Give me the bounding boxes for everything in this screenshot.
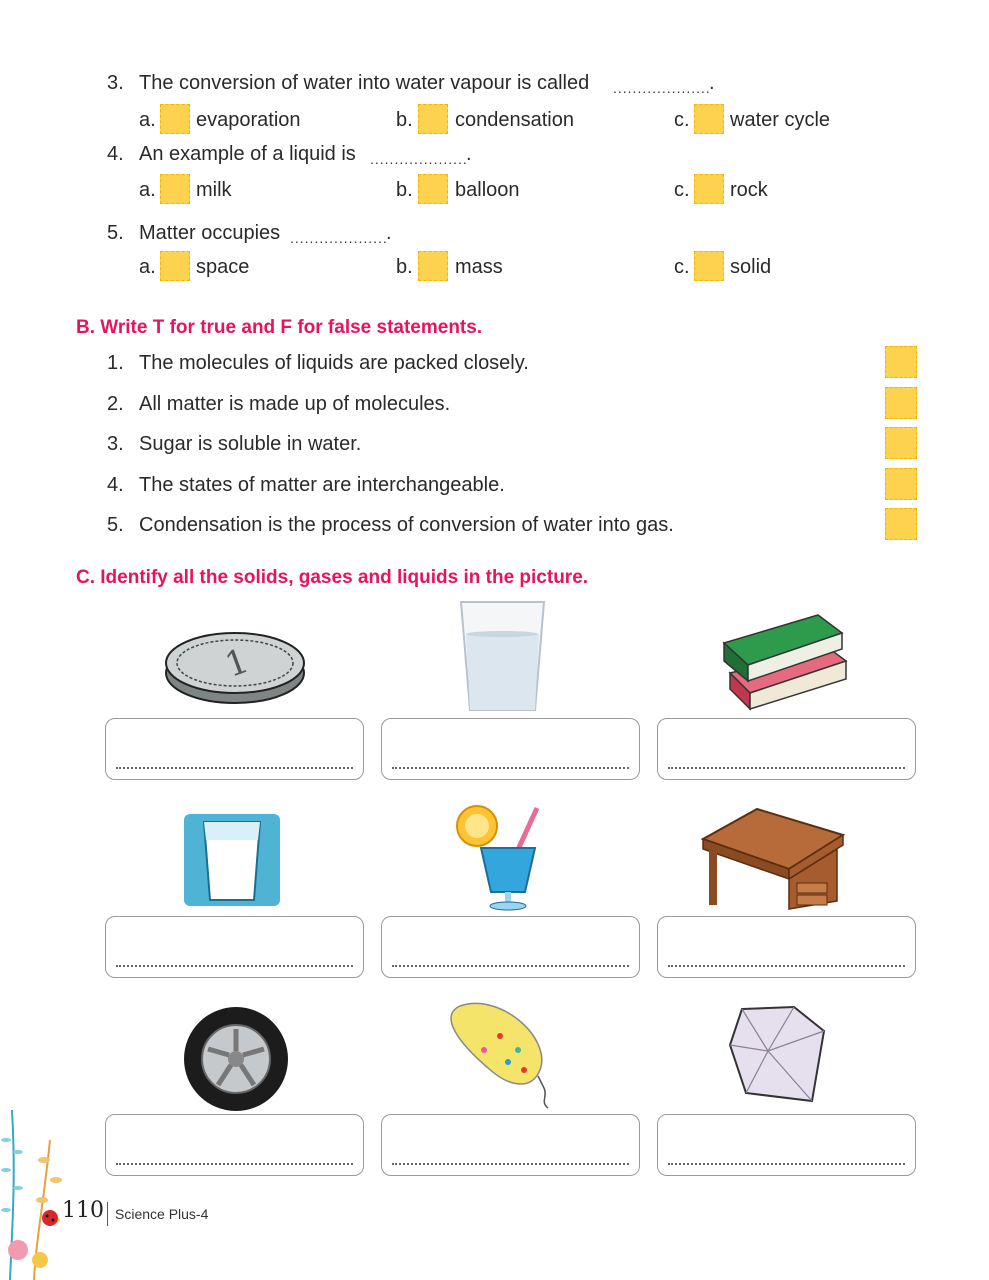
question-end: .	[386, 222, 392, 244]
option-letter: b.	[396, 179, 413, 201]
tf-text: All matter is made up of molecules.	[139, 393, 451, 415]
answer-box-water-glass[interactable]	[381, 718, 640, 780]
answer-box-balloon[interactable]	[381, 1114, 640, 1176]
answer-blank[interactable]: ....................	[370, 151, 468, 167]
diamond-picture	[728, 1005, 828, 1109]
answer-box-diamond[interactable]	[657, 1114, 916, 1176]
tf-number: 5.	[107, 514, 124, 536]
option-checkbox[interactable]	[160, 104, 190, 134]
water-glass-picture	[455, 598, 550, 716]
answer-blank[interactable]: ....................	[290, 230, 388, 246]
option-text: space	[196, 256, 250, 278]
option-checkbox[interactable]	[418, 104, 448, 134]
option-text: rock	[730, 179, 768, 201]
tf-text: The states of matter are interchangeable.	[139, 474, 505, 496]
tf-answer-box[interactable]	[885, 387, 917, 419]
option-checkbox[interactable]	[160, 251, 190, 281]
tyre-picture	[180, 1005, 292, 1113]
question-text: Matter occupies	[139, 222, 281, 244]
tf-number: 3.	[107, 433, 124, 455]
option-letter: a.	[139, 256, 156, 278]
option-text: milk	[196, 179, 232, 201]
page-number: 110	[62, 1198, 104, 1223]
option-letter: c.	[674, 179, 690, 201]
option-letter: c.	[674, 256, 690, 278]
tf-answer-box[interactable]	[885, 468, 917, 500]
option-letter: b.	[396, 109, 413, 131]
tf-answer-box[interactable]	[885, 346, 917, 378]
answer-box-milk[interactable]	[105, 916, 364, 978]
tf-answer-box[interactable]	[885, 427, 917, 459]
option-letter: c.	[674, 109, 690, 131]
answer-box-tyre[interactable]	[105, 1114, 364, 1176]
option-text: condensation	[455, 109, 574, 131]
juice-picture	[455, 800, 547, 912]
option-checkbox[interactable]	[694, 251, 724, 281]
option-checkbox[interactable]	[418, 174, 448, 204]
option-checkbox[interactable]	[694, 104, 724, 134]
desk-picture	[697, 805, 845, 915]
tf-text: Condensation is the process of conversion of water into gas.	[139, 514, 674, 536]
books-picture	[720, 603, 852, 713]
balloon-picture	[440, 998, 560, 1113]
footer-divider	[107, 1202, 108, 1226]
option-text: mass	[455, 256, 503, 278]
option-text: evaporation	[196, 109, 301, 131]
section-c-heading: C. Identify all the solids, gases and liquids in the picture.	[76, 567, 589, 588]
answer-blank[interactable]: ....................	[613, 80, 711, 96]
tf-answer-box[interactable]	[885, 508, 917, 540]
svg-text:1: 1	[220, 640, 255, 686]
tf-number: 2.	[107, 393, 124, 415]
question-text: The conversion of water into water vapour is called	[139, 72, 590, 94]
section-b-heading: B. Write T for true and F for false statements.	[76, 317, 483, 338]
option-text: water cycle	[730, 109, 831, 131]
option-text: solid	[730, 256, 772, 278]
decorative-plant-icon	[0, 1100, 80, 1280]
answer-box-coin[interactable]	[105, 718, 364, 780]
book-title: Science Plus-4	[115, 1206, 209, 1222]
question-number: 5.	[107, 222, 124, 244]
tf-number: 1.	[107, 352, 124, 374]
question-end: .	[709, 72, 715, 94]
option-checkbox[interactable]	[418, 251, 448, 281]
question-end: .	[466, 143, 472, 165]
question-number: 4.	[107, 143, 124, 165]
milk-glass-picture	[182, 810, 282, 910]
option-letter: a.	[139, 179, 156, 201]
tf-text: The molecules of liquids are packed closely.	[139, 352, 529, 374]
coin-picture	[160, 615, 310, 710]
answer-box-desk[interactable]	[657, 916, 916, 978]
tf-number: 4.	[107, 474, 124, 496]
option-checkbox[interactable]	[694, 174, 724, 204]
question-text: An example of a liquid is	[139, 143, 356, 165]
question-number: 3.	[107, 72, 124, 94]
answer-box-books[interactable]	[657, 718, 916, 780]
option-letter: b.	[396, 256, 413, 278]
tf-text: Sugar is soluble in water.	[139, 433, 362, 455]
answer-box-juice[interactable]	[381, 916, 640, 978]
option-text: balloon	[455, 179, 520, 201]
option-checkbox[interactable]	[160, 174, 190, 204]
option-letter: a.	[139, 109, 156, 131]
